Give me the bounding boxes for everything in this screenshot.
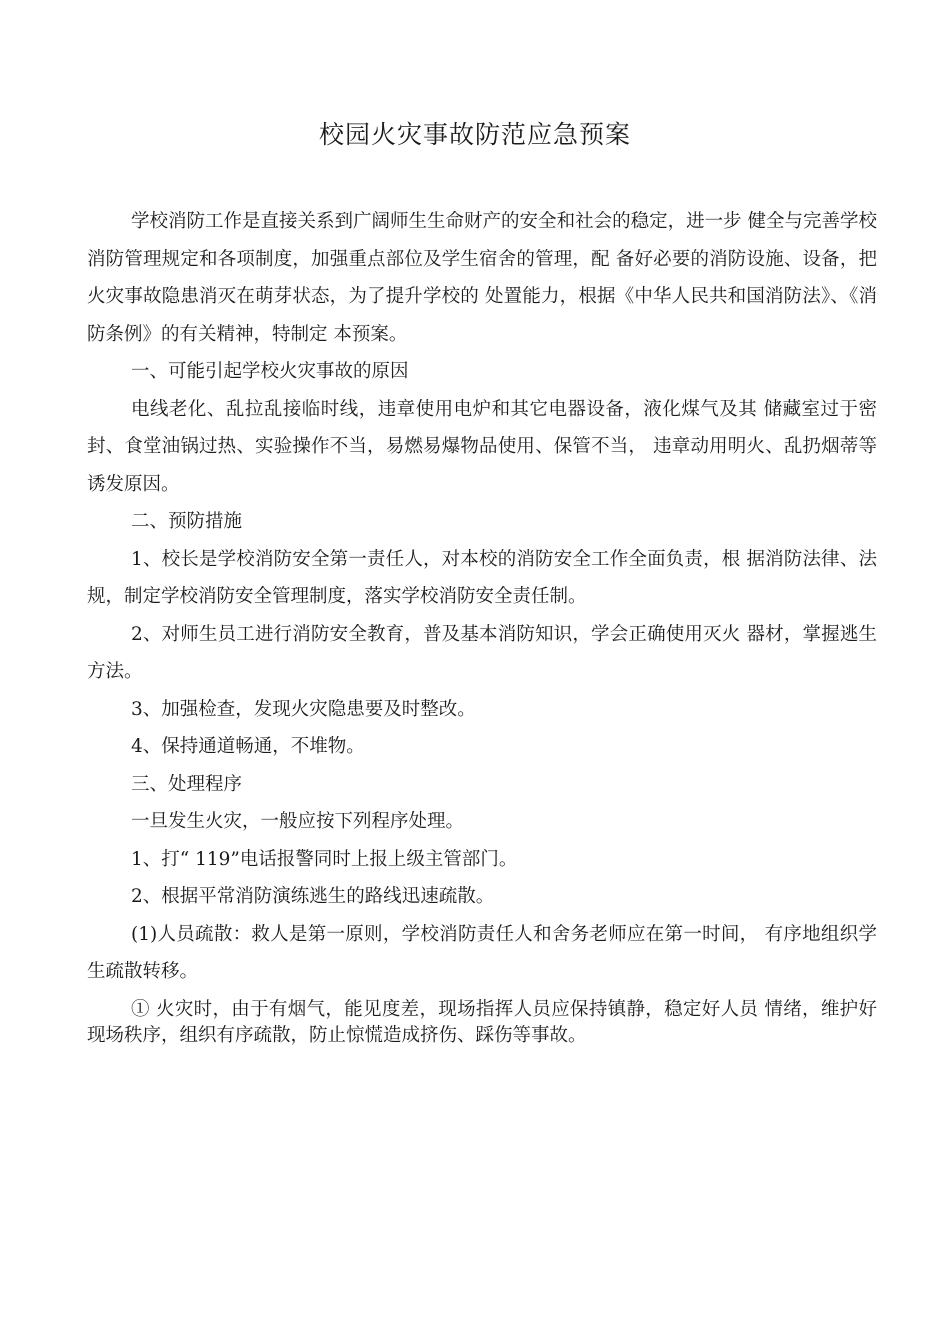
prevention-item-4: 4、保持通道畅通，不堆物。 — [131, 736, 365, 757]
causes-paragraph: 电线老化、乱拉乱接临时线，违章使用电炉和其它电器设备，液化煤气及其 储藏室过于密封、食堂油锅过热、实验操作不当，易燃易爆物品使用、保管不当， 违章动用明火、乱扔烟蒂等诱发原因。 — [87, 398, 877, 495]
section-heading-procedure: 三、处理程序 — [131, 773, 243, 795]
intro-paragraph: 学校消防工作是直接关系到广阔师生生命财产的安全和社会的稳定，进一步 健全与完善学校消防管理规定和各项制度，加强重点部位及学生宿舍的管理，配 备好必要的消防设施、设备，把火灾事故隐患消灭在萌芽状态，为了提升学校的 处置能力，根据《中华人民共和国消防法》、《消防条例》的有关精神，特制定 本预案。 — [87, 211, 877, 345]
section-heading-prevention: 二、预防措施 — [131, 511, 243, 532]
procedure-intro: 一旦发生火灾，一般应按下列程序处理。 — [131, 811, 465, 832]
prevention-item-2: 2、对师生员工进行消防安全教育，普及基本消防知识，学会正确使用灭火 器材，掌握逃生方法。 — [87, 623, 877, 682]
prevention-item-3: 3、加强检查，发现火灾隐患要及时整改。 — [131, 698, 476, 720]
document-title: 校园火灾事故防范应急预案 — [318, 120, 631, 149]
procedure-item-2: 2、根据平常消防演练逃生的路线迅速疏散。 — [131, 886, 495, 907]
procedure-subitem-smoke: ① 火灾时，由于有烟气，能见度差，现场指挥人员应保持镇静，稳定好人员 情绪，维护好现场秩序，组织有序疏散，防止惊慌造成挤伤、踩伤等事故。 — [87, 998, 877, 1046]
procedure-subitem-evacuation: (1)人员疏散：救人是第一原则，学校消防责任人和舍务老师应在第一时间， 有序地组织学生疏散转移。 — [87, 923, 877, 982]
document-body — [87, 203, 877, 1049]
section-heading-causes: 一、可能引起学校火灾事故的原因 — [131, 361, 409, 382]
prevention-item-1: 1、校长是学校消防安全第一责任人，对本校的消防安全工作全面负责，根 据消防法律、法规，制定学校消防安全管理制度，落实学校消防安全责任制。 — [87, 548, 877, 607]
procedure-item-1: 1、打“ 119”电话报警同时上报上级主管部门。 — [131, 848, 518, 870]
